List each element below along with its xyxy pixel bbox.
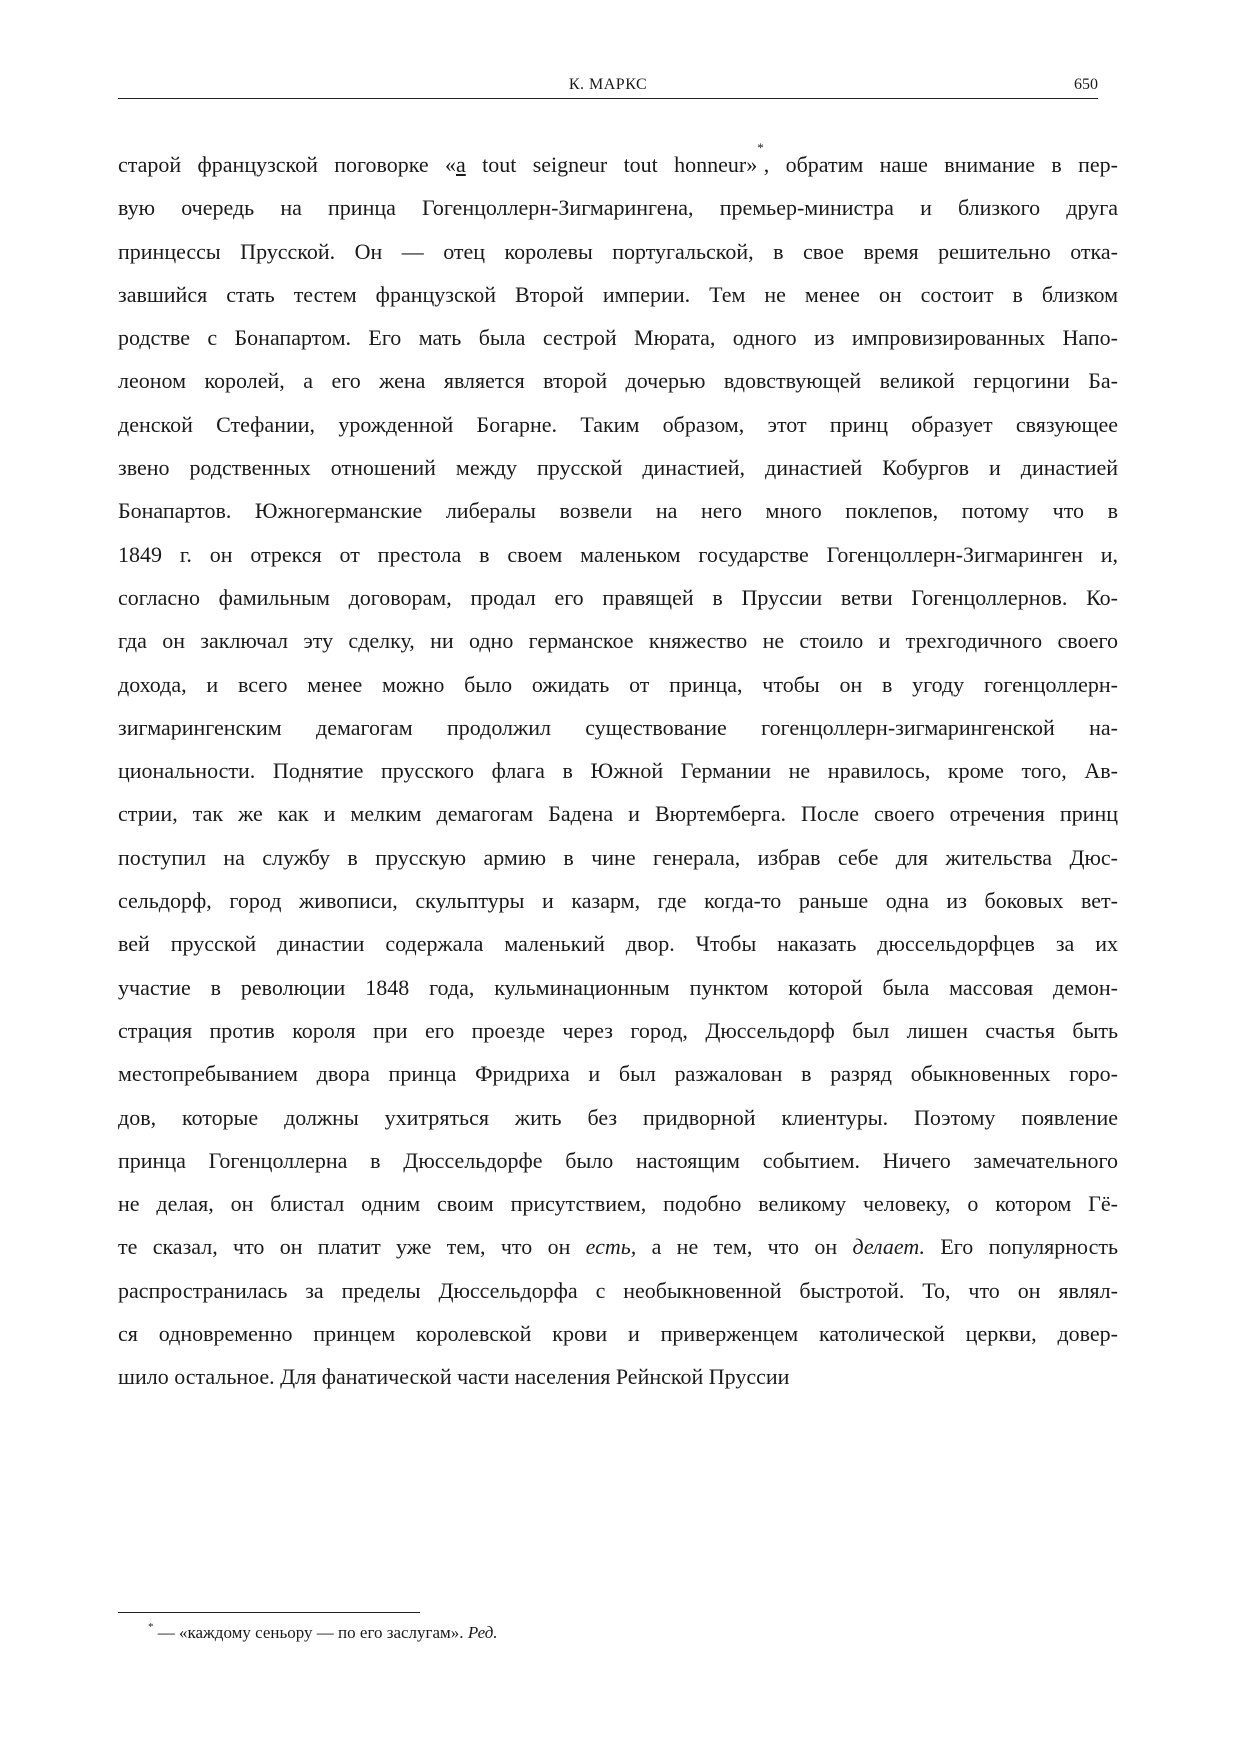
- text-line: распространилась за пределы Дюссельдорфа с необыкновенной быстротой. То, что он являл-: [118, 1277, 1118, 1303]
- footnote-marker[interactable]: *: [757, 140, 764, 155]
- footnote-editor: Ред.: [467, 1623, 498, 1642]
- text-line: страция против короля при его проезде через город, Дюссельдорф был лишен счастья быть: [118, 1017, 1118, 1043]
- running-header: [118, 74, 1098, 99]
- text-line: Бонапартов. Южногерманские либералы возвели на него много поклепов, потому что в: [118, 498, 1118, 524]
- text-line: гда он заключал эту сделку, ни одно германское княжество не стоило и трехгодичного своего: [118, 628, 1118, 654]
- text-line: участие в революции 1848 года, кульминационным пунктом которой была массовая демон-: [118, 974, 1118, 1000]
- text-line: циональности. Поднятие прусского флага в Южной Германии не нравилось, кроме того, Ав-: [118, 758, 1118, 784]
- footnote-rule: [118, 1612, 420, 1613]
- footnote-text: — «каждому сеньору — по его заслугам».: [153, 1623, 468, 1642]
- text-line: поступил на службу в прусскую армию в чине генерала, избрав себе для жительства Дюс-: [118, 844, 1118, 870]
- text-line: согласно фамильным договорам, продал его правящей в Пруссии ветви Гогенцоллернов. Ко-: [118, 584, 1118, 610]
- running-head-author: К. МАРКС: [568, 76, 648, 93]
- text-line: вей прусской династии содержала маленький двор. Чтобы наказать дюссельдорфцев за их: [118, 931, 1118, 957]
- text-line: принцессы Прусской. Он — отец королевы португальской, в свое время решительно отка-: [118, 238, 1118, 264]
- text-line: сельдорф, город живописи, скульптуры и казарм, где когда-то раньше одна из боковых вет-: [118, 888, 1118, 914]
- text-line: те сказал, что он платит уже тем, что он есть, а не тем, что он делает. Его популярность: [118, 1234, 1118, 1260]
- text-line: дов, которые должны ухитряться жить без придворной клиентуры. Поэтому появление: [118, 1104, 1118, 1130]
- body-text: [118, 140, 1118, 1399]
- text-line: принца Гогенцоллерна в Дюссельдорфе было настоящим событием. Ничего замечательного: [118, 1147, 1118, 1173]
- text-line: денской Стефании, урожденной Богарне. Таким образом, этот принц образует связующее: [118, 411, 1118, 437]
- text-line: не делая, он блистал одним своим присутствием, подобно великому человеку, о котором Гё-: [118, 1191, 1118, 1217]
- text-line: ся одновременно принцем королевской крови и приверженцем католической церкви, довер-: [118, 1321, 1118, 1347]
- text-line: звено родственных отношений между прусской династией, династией Кобургов и династией: [118, 455, 1118, 481]
- text-line: леоном королей, а его жена является второй дочерью вдовствующей великой герцогини Ба-: [118, 368, 1118, 394]
- text-line: 1849 г. он отрекся от престола в своем маленьком государстве Гогенцоллерн-Зигмаринген и,: [118, 541, 1118, 567]
- text-line: стрии, так же как и мелким демагогам Бадена и Вюртемберга. После своего отречения принц: [118, 801, 1118, 827]
- text-line: завшийся стать тестем французской Второй империи. Тем не менее он состоит в близком: [118, 281, 1118, 307]
- text-line: зигмарингенским демагогам продолжил существование гогенцоллерн-зигмарингенской на-: [118, 714, 1118, 740]
- footnote: [148, 1623, 498, 1643]
- text-line: родстве с Бонапартом. Его мать была сестрой Мюрата, одного из импровизированных Напо-: [118, 325, 1118, 351]
- text-line: вую очередь на принца Гогенцоллерн-Зигмарингена, премьер-министра и близкого друга: [118, 195, 1118, 221]
- page-number: 650: [1074, 76, 1098, 93]
- text-line: шило остальное. Для фанатической части населения Рейнской Пруссии: [118, 1364, 790, 1390]
- footnote-mark: *: [148, 1621, 154, 1633]
- text-line: дохода, и всего менее можно было ожидать от принца, чтобы он в угоду гогенцоллерн-: [118, 671, 1118, 697]
- text-line: местопребыванием двора принца Фридриха и был разжалован в разряд обыкновенных горо-: [118, 1061, 1118, 1087]
- text-line: старой французской поговорке «a tout seigneur tout honneur»*, обратим наше внимание в пер-: [118, 140, 1118, 177]
